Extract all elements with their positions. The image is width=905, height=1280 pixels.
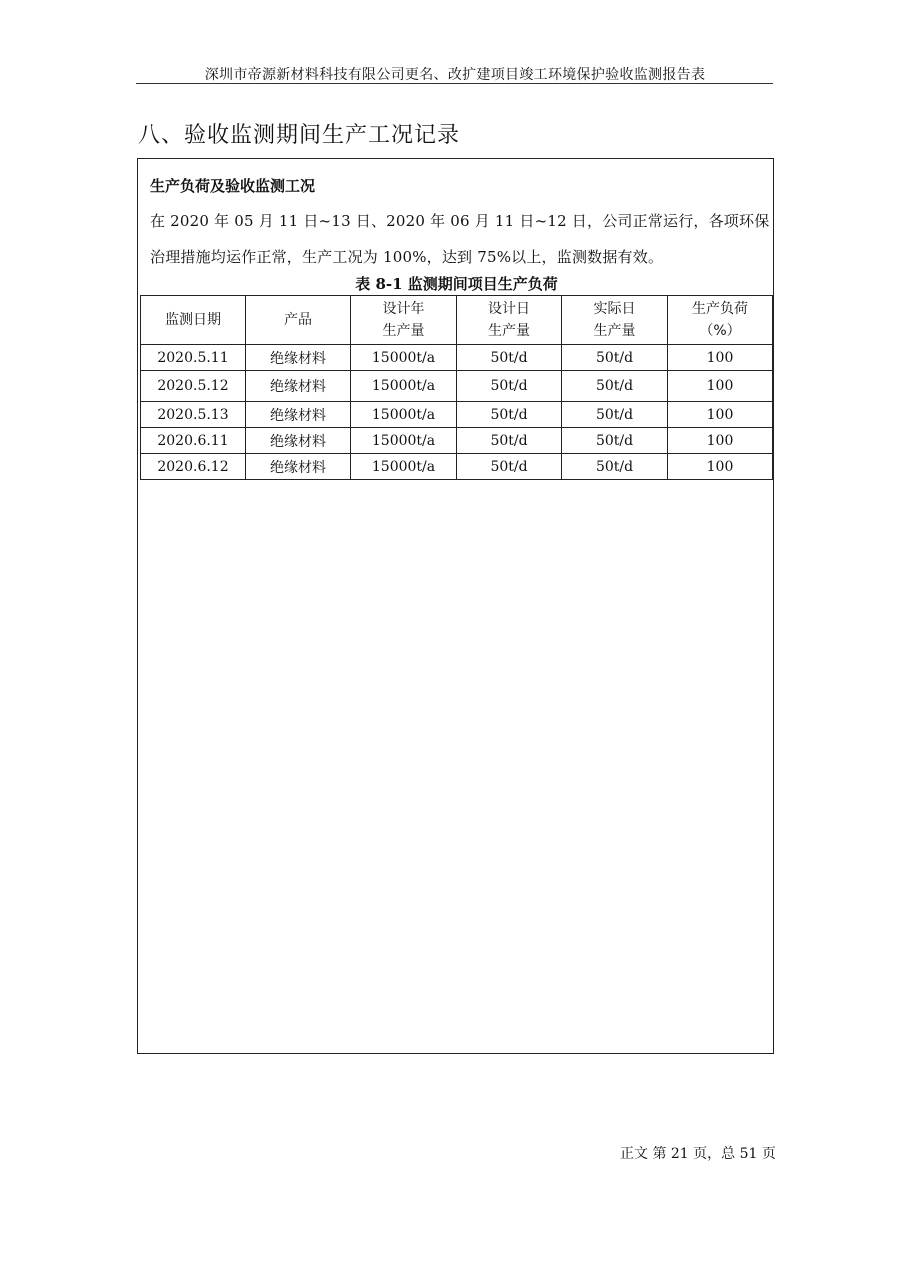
table-row [141, 345, 773, 371]
cell-date: 2020.5.12 [141, 371, 246, 402]
cell-actual-daily: 50t/d [562, 345, 668, 371]
header-text: 生产量 [488, 323, 530, 339]
cell-design-annual: 15000t/a [351, 428, 457, 454]
header-cell-date [141, 296, 246, 345]
header-text: 设计日 [488, 301, 530, 317]
running-header: 深圳市帝源新材料科技有限公司更名、改扩建项目竣工环境保护验收监测报告表 [204, 67, 706, 83]
table-caption: 表 8-1 监测期间项目生产负荷 [355, 275, 558, 293]
cell-design-daily: 50t/d [457, 454, 562, 480]
cell-design-annual: 15000t/a [351, 371, 457, 402]
table-row [141, 454, 773, 480]
cell-actual-daily: 50t/d [562, 402, 668, 428]
header-text: 监测日期 [165, 312, 221, 328]
header-cell-load [668, 296, 773, 345]
header-cell-design-annual [351, 296, 457, 345]
cell-product: 绝缘材料 [246, 371, 351, 402]
section-title: 八、验收监测期间生产工况记录 [138, 123, 461, 148]
table-row [141, 371, 773, 402]
header-text: （%） [699, 323, 741, 339]
cell-load: 100 [668, 371, 773, 402]
header-text: 产品 [284, 312, 312, 328]
cell-date: 2020.5.11 [141, 345, 246, 371]
cell-design-daily: 50t/d [457, 402, 562, 428]
header-cell-design-daily [457, 296, 562, 345]
cell-product: 绝缘材料 [246, 402, 351, 428]
header-text: 生产负荷 [692, 301, 748, 317]
cell-load: 100 [668, 454, 773, 480]
cell-design-daily: 50t/d [457, 345, 562, 371]
cell-design-annual: 15000t/a [351, 345, 457, 371]
cell-actual-daily: 50t/d [562, 371, 668, 402]
header-text: 生产量 [382, 323, 425, 339]
cell-date: 2020.5.13 [141, 402, 246, 428]
header-cell-actual-daily [562, 296, 668, 345]
table-row [141, 402, 773, 428]
cell-design-annual: 15000t/a [351, 454, 457, 480]
header-rule [136, 83, 773, 84]
page-footer: 正文 第 21 页，总 51 页 [620, 1146, 776, 1162]
header-text: 实际日 [593, 301, 636, 317]
table-header-row [141, 296, 773, 345]
production-load-table [140, 295, 773, 480]
cell-design-daily: 50t/d [457, 371, 562, 402]
header-cell-product [246, 296, 351, 345]
cell-product: 绝缘材料 [246, 428, 351, 454]
cell-product: 绝缘材料 [246, 345, 351, 371]
cell-load: 100 [668, 345, 773, 371]
cell-actual-daily: 50t/d [562, 454, 668, 480]
cell-date: 2020.6.11 [141, 428, 246, 454]
cell-design-annual: 15000t/a [351, 402, 457, 428]
cell-load: 100 [668, 402, 773, 428]
cell-design-daily: 50t/d [457, 428, 562, 454]
cell-actual-daily: 50t/d [562, 428, 668, 454]
cell-product: 绝缘材料 [246, 454, 351, 480]
cell-date: 2020.6.12 [141, 454, 246, 480]
header-text: 生产量 [593, 323, 636, 339]
cell-load: 100 [668, 428, 773, 454]
table-row [141, 428, 773, 454]
body-paragraph: 在 2020 年 05 月 11 日~13 日、2020 年 06 月 11 日~12 日，公司正常运行，各项环保治理措施均运作正常，生产工况为 100%，达到 75%以上，监测数据有效。 [150, 212, 770, 266]
header-text: 设计年 [382, 301, 425, 317]
subheading: 生产负荷及验收监测工况 [150, 177, 316, 195]
